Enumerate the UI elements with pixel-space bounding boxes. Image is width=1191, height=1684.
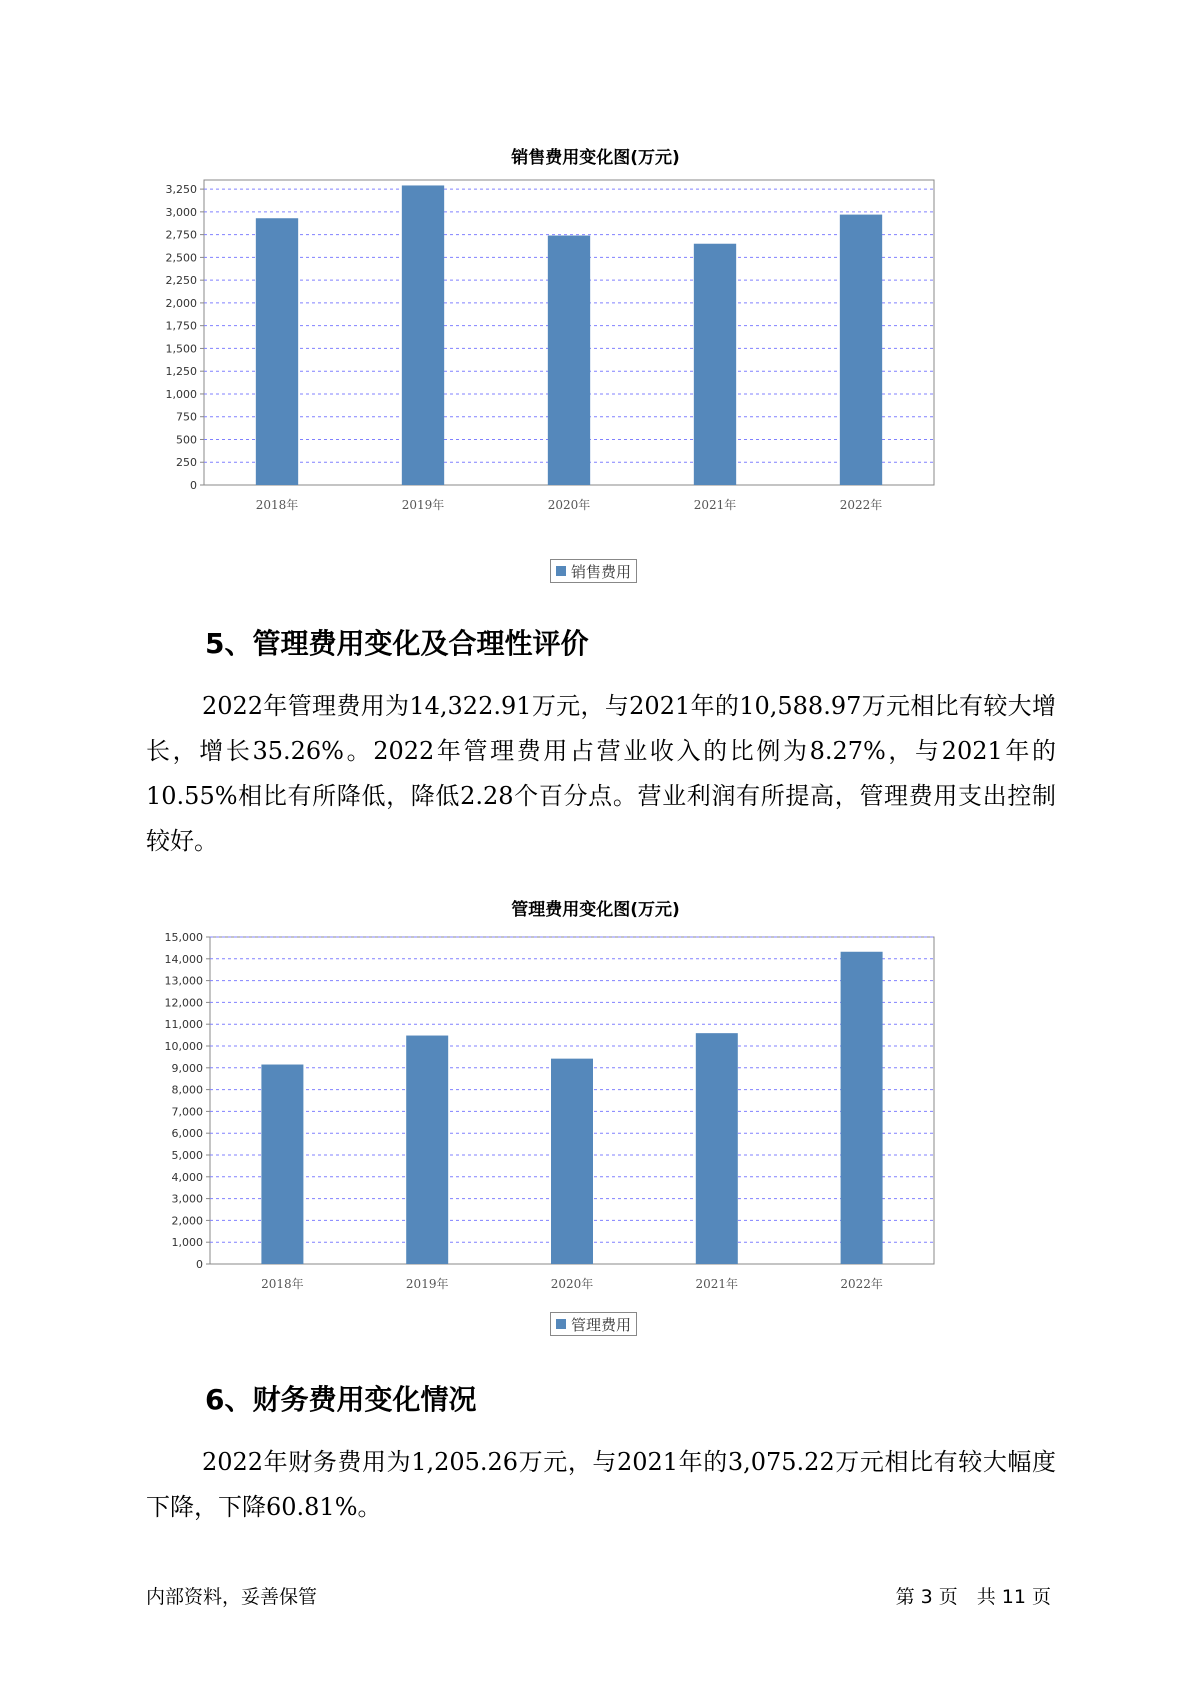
y-tick-label: 2,250 bbox=[165, 274, 197, 288]
y-tick-label: 250 bbox=[176, 456, 197, 470]
y-tick-label: 8,000 bbox=[171, 1083, 203, 1097]
y-tick-label: 3,000 bbox=[165, 205, 197, 219]
x-tick-label: 2022年 bbox=[840, 1277, 883, 1291]
x-tick-label: 2018年 bbox=[261, 1277, 304, 1291]
y-tick-label: 2,750 bbox=[165, 228, 197, 242]
y-tick-label: 13,000 bbox=[164, 974, 203, 988]
bar bbox=[551, 1059, 593, 1264]
legend-swatch bbox=[556, 566, 566, 576]
section-5-heading: 5、管理费用变化及合理性评价 bbox=[205, 627, 589, 660]
y-tick-label: 1,000 bbox=[171, 1236, 203, 1250]
y-tick-label: 6,000 bbox=[171, 1127, 203, 1141]
section-6-heading: 6、财务费用变化情况 bbox=[205, 1383, 477, 1416]
bar bbox=[840, 215, 882, 485]
y-tick-label: 0 bbox=[196, 1258, 203, 1271]
legend-label-admin: 管理费用 bbox=[571, 1315, 632, 1334]
x-tick-label: 2019年 bbox=[405, 1277, 449, 1291]
y-tick-label: 9,000 bbox=[171, 1061, 203, 1075]
bar bbox=[261, 1065, 303, 1264]
y-tick-label: 500 bbox=[176, 433, 197, 447]
x-tick-label: 2021年 bbox=[693, 498, 737, 512]
y-tick-label: 750 bbox=[176, 410, 197, 424]
x-tick-label: 2021年 bbox=[695, 1277, 739, 1291]
bar bbox=[841, 952, 883, 1264]
y-tick-label: 2,500 bbox=[165, 251, 197, 265]
legend-label-sales: 销售费用 bbox=[571, 562, 632, 581]
chart-title-admin: 管理费用变化图(万元) bbox=[511, 900, 680, 920]
bar bbox=[696, 1033, 738, 1264]
x-tick-label: 2019年 bbox=[401, 498, 445, 512]
y-tick-label: 11,000 bbox=[164, 1018, 203, 1032]
bar bbox=[402, 185, 444, 485]
y-tick-label: 1,750 bbox=[165, 319, 197, 333]
y-tick-label: 3,000 bbox=[171, 1192, 203, 1206]
y-tick-label: 7,000 bbox=[171, 1105, 203, 1119]
bar bbox=[256, 218, 298, 485]
y-tick-label: 1,000 bbox=[165, 387, 197, 401]
y-tick-label: 2,000 bbox=[165, 296, 197, 310]
y-tick-label: 4,000 bbox=[171, 1170, 203, 1184]
y-tick-label: 10,000 bbox=[164, 1040, 203, 1053]
footer-confidential: 内部资料，妥善保管 bbox=[146, 1586, 318, 1608]
bar bbox=[548, 236, 590, 485]
chart-legend-admin bbox=[550, 1312, 637, 1336]
legend-swatch bbox=[556, 1319, 566, 1329]
bar bbox=[694, 244, 736, 485]
section-6-paragraph: 2022年财务费用为1,205.26万元，与2021年的3,075.22万元相比有较大幅度下降，下降60.81%。 bbox=[146, 1448, 1056, 1521]
section-5-paragraph: 2022年管理费用为14,322.91万元，与2021年的10,588.97万元相比有较大增长，增长35.26%。2022年管理费用占营业收入的比例为8.27%，与2021年的10.55%相比有所降低，降低2.28个百分点。营业利润有所提高，管理费用支出控制较好。 bbox=[146, 692, 1056, 855]
x-tick-label: 2020年 bbox=[550, 1277, 594, 1291]
x-tick-label: 2020年 bbox=[547, 498, 591, 512]
y-tick-label: 12,000 bbox=[164, 996, 203, 1010]
y-tick-label: 3,250 bbox=[165, 183, 197, 197]
y-tick-label: 0 bbox=[190, 479, 197, 492]
y-tick-label: 15,000 bbox=[164, 931, 203, 944]
chart-sales-expense bbox=[150, 175, 1020, 555]
y-tick-label: 5,000 bbox=[171, 1149, 203, 1162]
y-tick-label: 1,250 bbox=[165, 365, 197, 379]
y-tick-label: 14,000 bbox=[164, 952, 203, 966]
y-tick-label: 2,000 bbox=[171, 1214, 203, 1228]
y-tick-label: 1,500 bbox=[165, 342, 197, 356]
x-tick-label: 2022年 bbox=[839, 498, 883, 512]
chart-admin-expense bbox=[150, 928, 1020, 1313]
chart-title-sales: 销售费用变化图(万元) bbox=[511, 148, 680, 168]
x-tick-label: 2018年 bbox=[255, 498, 299, 512]
chart-legend-sales bbox=[550, 559, 637, 583]
bar bbox=[406, 1036, 448, 1264]
footer-page-number: 第 3 页 共 11 页 bbox=[895, 1586, 1051, 1608]
